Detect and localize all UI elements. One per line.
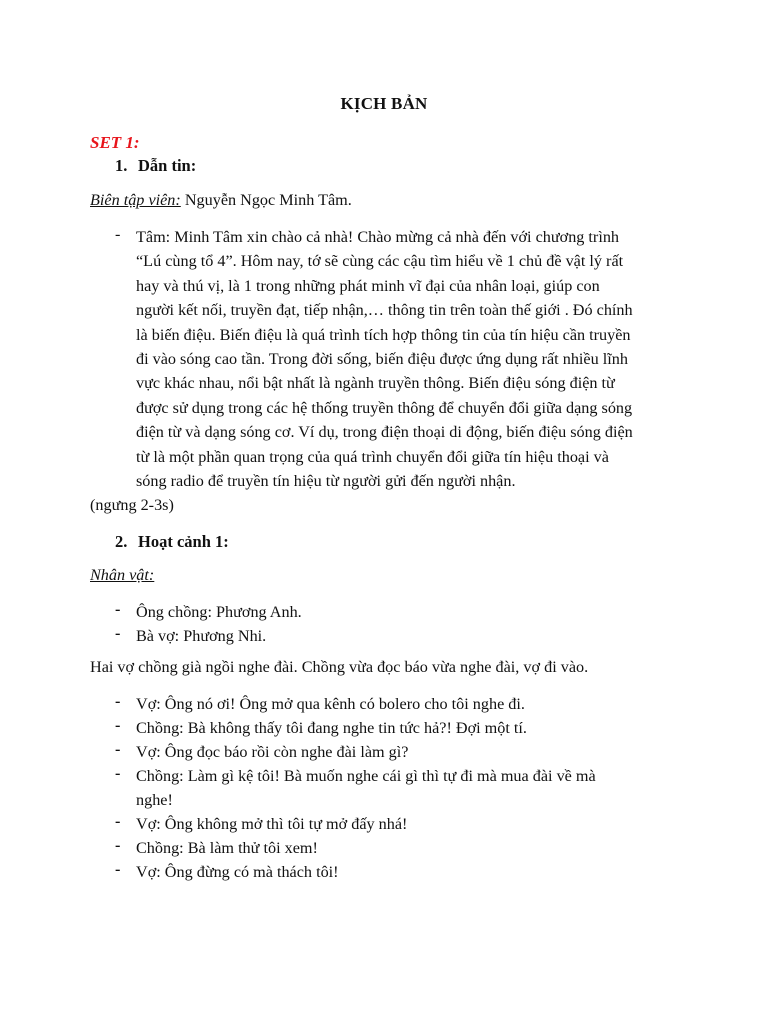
bullet-marker: - [115,716,121,734]
pause-note: (ngưng 2-3s) [90,496,174,514]
dash-marker: - [115,225,121,243]
dialogue-line: Vợ: Ông đừng có mà thách tôi! [136,863,339,881]
paragraph-line: điện từ và dạng sóng cơ. Ví dụ, trong điện thoại di động, biến điệu sóng điện [136,423,633,442]
document-title: KỊCH BẢN [340,94,428,113]
paragraph-line: đi vào sóng cao tần. Trong đời sống, biến điệu được ứng dụng rất nhiều lĩnh [136,349,628,368]
paragraph-line: sóng radio để truyền tín hiệu từ người gửi đến người nhận. [136,471,516,490]
intro-text [136,225,716,493]
editor-label: Biên tập viên: [90,191,181,209]
dialogue-text [136,692,696,716]
editor-name: Nguyễn Ngọc Minh Tâm. [180,191,352,209]
bullet-marker: - [115,624,121,642]
paragraph-line: hay và thú vị, là 1 trong những phát minh vĩ đại của nhân loại, giúp con [136,276,600,295]
characters-label [90,566,154,585]
dialogue-text [136,836,696,860]
bullet-marker: - [115,812,121,830]
dialogue-text [136,740,696,764]
scene-description: Hai vợ chồng già ngồi nghe đài. Chồng vừa đọc báo vừa nghe đài, vợ đi vào. [90,658,589,676]
dialogue-line: Chồng: Làm gì kệ tôi! Bà muốn nghe cái gì thì tự đi mà mua đài về mà [136,767,596,785]
section-heading-2 [115,532,229,552]
dialogue-line: Vợ: Ông nó ơi! Ông mở qua kênh có bolero cho tôi nghe đi. [136,695,525,713]
paragraph-line: vực khác nhau, nổi bật nhất là ngành truyền thông. Biến điệu sóng điện từ [136,374,615,393]
dialogue-text [136,812,696,836]
character-text: Bà vợ: Phương Nhi. [136,627,267,645]
section-title: Hoạt cảnh 1: [138,532,229,551]
paragraph-line: được sử dụng trong các hệ thống truyền thông để chuyển đổi giữa dạng sóng [136,398,633,417]
bullet-marker: - [115,764,121,782]
set-label: SET 1: [90,133,140,152]
paragraph-line: người kết nối, truyền đạt, tiếp nhận,… thông tin trên toàn thế giới . Đó chính [136,301,633,320]
editor-line [90,191,352,210]
section-number: 1. [115,156,128,175]
paragraph-line: Tâm: Minh Tâm xin chào cả nhà! Chào mừng cả nhà đến với chương trình [136,228,620,246]
dialogue-text [136,764,696,812]
paragraph-line: từ là một phần quan trọng của quá trình chuyển đổi giữa tín hiệu thoại và [136,447,609,466]
bullet-marker: - [115,692,121,710]
dialogue-line: nghe! [136,791,173,809]
bullet-marker: - [115,740,121,758]
character-text: Ông chồng: Phương Anh. [136,603,302,621]
dialogue-line: Vợ: Ông đọc báo rồi còn nghe đài làm gì? [136,743,409,761]
bullet-marker: - [115,860,121,878]
section-number: 2. [115,532,128,551]
section-heading-1 [115,156,196,176]
bullet-marker: - [115,600,121,618]
characters-label-text: Nhân vật: [90,566,155,584]
dialogue-line: Chồng: Bà không thấy tôi đang nghe tin tức hả?! Đợi một tí. [136,719,527,737]
paragraph-line: là biến điệu. Biến điệu là quá trình tích hợp thông tin của tín hiệu cần truyền [136,325,631,344]
paragraph-line: “Lú cùng tổ 4”. Hôm nay, tớ sẽ cùng các cậu tìm hiểu về 1 chủ đề vật lý rất [136,252,624,271]
dialogue-line: Vợ: Ông không mở thì tôi tự mở đấy nhá! [136,815,408,833]
dialogue-text [136,860,696,884]
dialogue-text [136,716,696,740]
dialogue-line: Chồng: Bà làm thử tôi xem! [136,839,318,857]
section-title: Dẫn tin: [138,156,197,175]
bullet-marker: - [115,836,121,854]
